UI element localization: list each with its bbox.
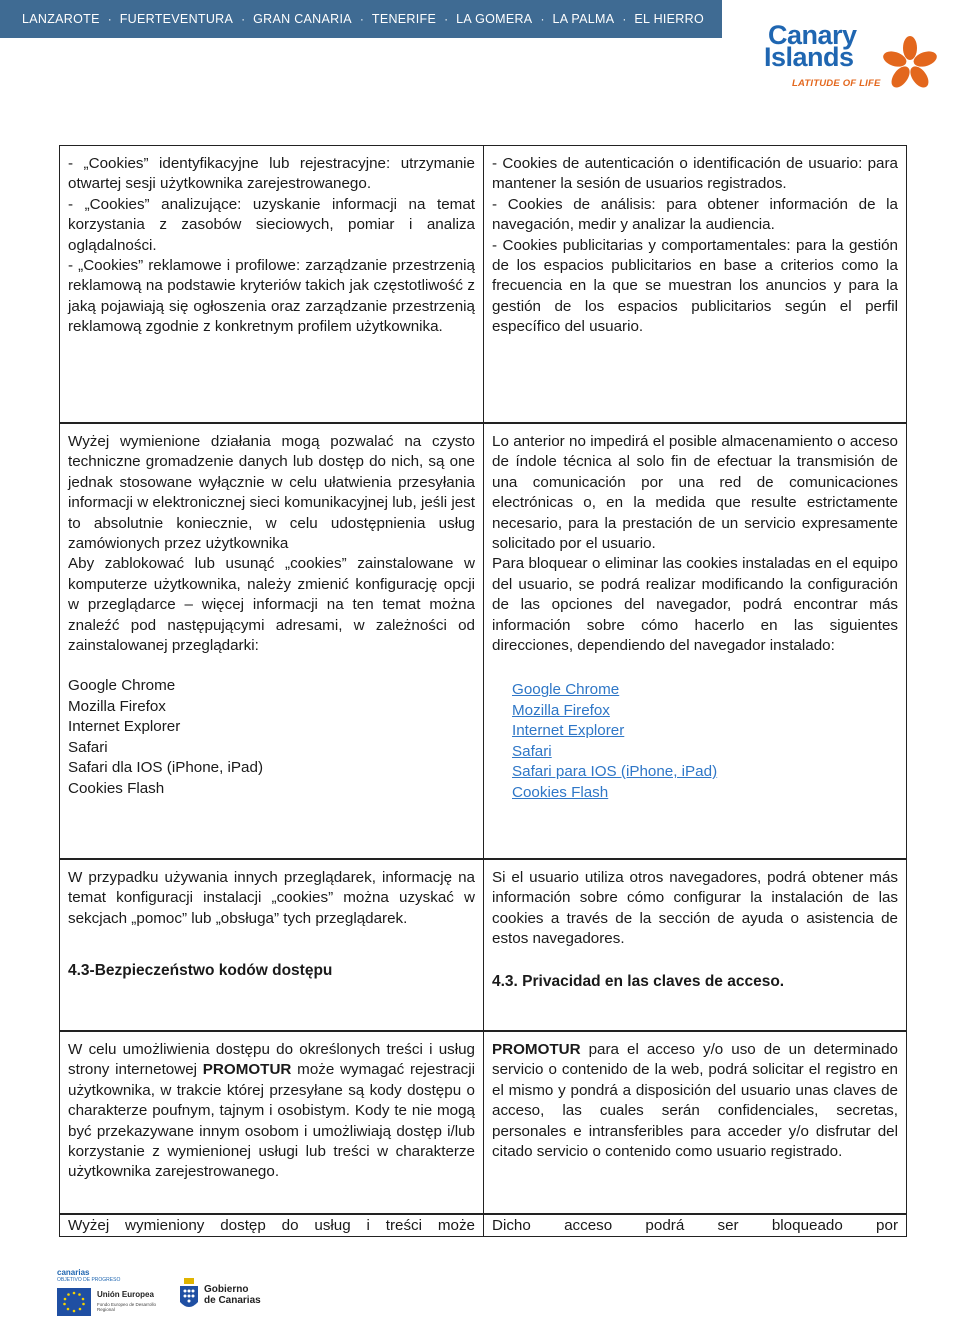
nav-la-gomera[interactable]: LA GOMERA [456, 12, 533, 26]
table-row-browser-config [59, 423, 907, 859]
spanish-column [484, 860, 906, 1030]
nav-lanzarote[interactable]: LANZAROTE [22, 12, 100, 26]
cookie-types-es: - Cookies de autenticación o identificación de usuario: para mantener la sesión de usuarios registrados. - Cookies de análisis: para obtener información de la navegación, medir y analizar la audiencia. - Cookies publicitarias y comportamentales: para la gestión de los espacios publicitarios en base a criterios como la frecuencia en la que se muestran los anuncios y para la gestión de los espacios publicitarios según el perfil específico del usuario. [492, 155, 898, 336]
nav-separator: · [540, 12, 545, 26]
link-cookies-flash[interactable]: Cookies Flash [512, 783, 609, 801]
browser-item: Internet Explorer [68, 718, 181, 736]
link-safari-ios[interactable]: Safari para IOS (iPhone, iPad) [512, 763, 718, 781]
table-row-cookie-types [59, 145, 907, 423]
link-internet-explorer[interactable]: Internet Explorer [512, 722, 625, 740]
browser-list-pl [68, 676, 475, 798]
table-row-access-codes [59, 1031, 907, 1214]
polish-column [60, 860, 484, 1030]
eu-flag-icon [57, 1288, 91, 1316]
feder-label: Fondo Europeo de Desarrollo Regional [97, 1302, 157, 1312]
browser-item: Mozilla Firefox [68, 697, 166, 715]
section-heading-es: 4.3. Privacidad en las claves de acceso. [492, 972, 785, 990]
browser-list-es [512, 680, 898, 802]
logo-wordmark: Canary Islands [764, 20, 857, 72]
link-google-chrome[interactable]: Google Chrome [512, 681, 620, 699]
spanish-column [484, 1215, 906, 1236]
nav-separator: · [444, 12, 449, 26]
table-row-other-browsers [59, 859, 907, 1031]
access-codes-pl: W celu umożliwienia dostępu do określonych treści i usług strony internetowej PROMOTUR może wymagać rejestracji użytkownika, w trakcie której przesyłane są kody dostępu o charakterze poufnym, tajnym i osobistym. Kody te nie mogą być przekazywane innym osobom i umożliwiają dostęp i/lub korzystanie z wymienionej usługi lub treści w charakterze użytkownika zarejestrowanego. [68, 1041, 475, 1181]
spanish-column [484, 1032, 906, 1213]
other-browsers-pl: W przypadku używania innych przeglądarek, informację na temat konfiguracji instalacji „cookies” można uzyskać w sekcjach „pomoc” lub „obsługa” tych przeglądarek. [68, 869, 475, 927]
access-blocked-es: Dicho acceso podrá ser bloqueado por [492, 1217, 898, 1234]
link-mozilla-firefox[interactable]: Mozilla Firefox [512, 701, 610, 719]
polish-column [60, 1215, 484, 1236]
browser-item: Safari dla IOS (iPhone, iPad) [68, 759, 264, 777]
block-cookies-pl: Aby zablokować lub usunąć „cookies” zainstalowane w komputerze użytkownika, należy zmienić konfigurację opcji w przeglądarce – więcej informacji na ten temat można znaleźć pod następującymi adresami, w zależności od zainstalowanej przeglądarki: [68, 555, 475, 655]
nav-separator: · [241, 12, 246, 26]
table-row-access-blocked [59, 1214, 907, 1237]
polish-column [60, 1032, 484, 1213]
nav-fuerteventura[interactable]: FUERTEVENTURA [119, 12, 234, 26]
islands-nav [0, 0, 722, 38]
coat-of-arms-icon [178, 1278, 200, 1314]
nav-separator: · [107, 12, 112, 26]
browser-item: Safari [68, 738, 108, 756]
other-browsers-es: Si el usuario utiliza otros navegadores, podrá obtener más información sobre cómo configurar la instalación de las cookies a través de la sección de ayuda o asistencia de estos navegadores. [492, 869, 898, 948]
gobierno-label: Gobierno de Canarias [204, 1284, 261, 1306]
eu-label: Unión Europea [97, 1290, 154, 1299]
spanish-column [484, 424, 906, 858]
polish-column [60, 424, 484, 858]
canary-islands-logo[interactable] [760, 20, 950, 100]
eu-funding-logo [57, 1268, 167, 1318]
section-heading-pl: 4.3-Bezpieczeństwo kodów dostępu [68, 962, 333, 980]
browser-item: Cookies Flash [68, 779, 165, 797]
nav-la-palma[interactable]: LA PALMA [552, 12, 615, 26]
nav-el-hierro[interactable]: EL HIERRO [634, 12, 704, 26]
nav-separator: · [622, 12, 627, 26]
flower-icon [878, 34, 942, 94]
cookie-types-pl: - „Cookies” identyfikacyjne lub rejestracyjne: utrzymanie otwartej sesji użytkownika zarejestrowanego. - „Cookies” analizujące: uzyskanie informacji na temat korzystania z zasobów sieciowych, pomiar i analiza oglądalności. - „Cookies” reklamowe i profilowe: zarządzanie przestrzenią reklamową na podstawie kryteriów takich jak częstotliwość z jaką pojawiają się ogłoszenia oraz zarządzanie przestrzenią reklamową zgodnie z konkretnym profilem użytkownika. [68, 155, 475, 336]
canarias-mark: canarias [57, 1268, 90, 1277]
access-codes-es: PROMOTUR para el acceso y/o uso de un determinado servicio o contenido de la web, podrá solicitar el registro en el mismo y pondrá a disposición del usuario unas claves de acceso, las cuales serán confidenciales, secretas, personales e intransferibles para acceder y/o disfrutar del citado servicio o contenido como usuario registrado. [492, 1041, 898, 1161]
gobierno-canarias-logo [178, 1278, 268, 1318]
block-cookies-es: Para bloquear o eliminar las cookies instaladas en el equipo del usuario, se podrá realizar modificando la configuración de las opciones del navegador, podrá encontrar más información sobre cómo hacerlo en las siguientes direcciones, dependiendo del navegador instalado: [492, 555, 898, 655]
logo-tagline: LATITUDE OF LIFE [792, 78, 881, 89]
nav-tenerife[interactable]: TENERIFE [371, 12, 437, 26]
link-safari[interactable]: Safari [512, 742, 552, 760]
technical-storage-es: Lo anterior no impedirá el posible almacenamiento o acceso de índole técnica al solo fin de efectuar la transmisión de una comunicación por una red de comunicaciones electrónicas o, en la medida que resulte estrictamente necesario, para la prestación de un servicio expresamente solicitado por el usuario. [492, 433, 898, 553]
browser-item: Google Chrome [68, 677, 176, 695]
technical-storage-pl: Wyżej wymienione działania mogą pozwalać na czysto techniczne gromadzenie danych lub dostęp do nich, są one jednak stosowane wyłącznie w celu ułatwienia przesyłania informacji w elektronicznej sieci komunikacyjnej lub, jeśli jest to absolutnie koniecznie, w celu udostępnienia usług zamówionych przez użytkownika [68, 433, 475, 553]
access-blocked-pl: Wyżej wymieniony dostęp do usług i treści może [68, 1217, 475, 1234]
canarias-sub: OBJETIVO DE PROGRESO [57, 1277, 121, 1283]
spanish-column [484, 146, 906, 422]
polish-column [60, 146, 484, 422]
nav-gran-canaria[interactable]: GRAN CANARIA [253, 12, 352, 26]
nav-separator: · [359, 12, 364, 26]
